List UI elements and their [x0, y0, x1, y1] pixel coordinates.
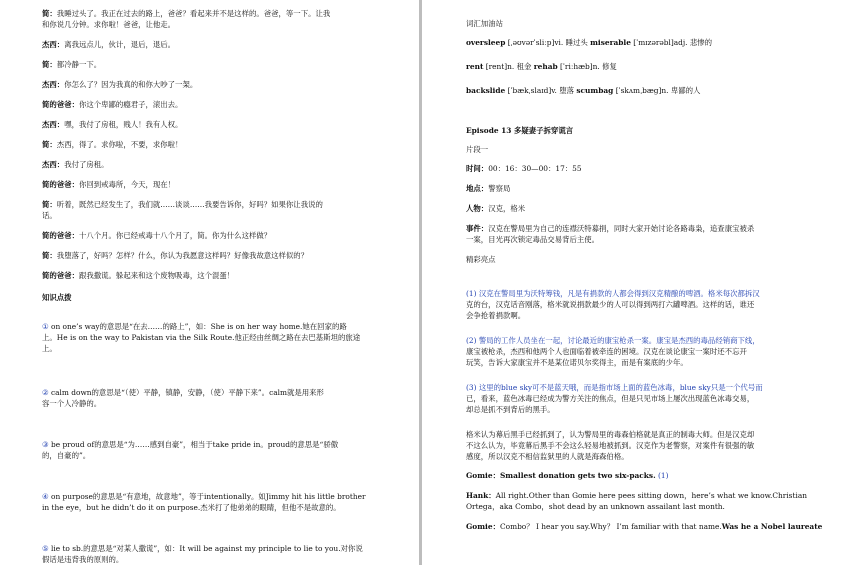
gomie-text: Combo？ I hear you say.Why？ I’m familiar with that name.: [499, 522, 722, 531]
people-label: 人物：: [466, 204, 489, 213]
hank-line: [466, 490, 822, 501]
dialogue-text: 你怎么了？因为我真的和你大吵了一架。: [64, 80, 198, 89]
hank-text: All right.Other than Gomie here pees sitting down，here’s what we know.Christian: [495, 491, 807, 500]
point-number: ④: [42, 492, 49, 501]
gomie-line: [466, 470, 822, 481]
vocab-definition: [rent]n. 租金: [483, 62, 534, 71]
speaker: 杰西：: [42, 120, 65, 129]
point-text: in the eye，but he didn’t do it on purpose.杰米打了他弟弟的眼睛，但他不是故意的。: [42, 503, 341, 512]
speaker: 简：: [42, 9, 57, 18]
dialogue-line: [42, 230, 405, 241]
speaker: 简的爸爸：: [42, 271, 79, 280]
place-line: [466, 183, 822, 194]
analysis-line: 感度，所以汉克不相信监狱里的人就是海森伯格。: [466, 452, 629, 461]
point-text: on one’s way的意思是“在去……的路上”，如：She is on her way home.她在回家的路: [51, 322, 347, 331]
point-text: 假话是违背我的原则的。: [42, 555, 124, 564]
event-label: 事件：: [466, 224, 489, 233]
speaker: 杰西：: [42, 80, 65, 89]
dialogue-text: 你这个卑鄙的瘾君子，滚出去。: [78, 100, 183, 109]
vocab-heading: 词汇加油站: [466, 19, 503, 28]
vocab-line: [466, 61, 822, 72]
highlight-line: (3) 这里的blue sky可不是蓝天哦，而是指市场上面的蓝色冰毒，blue sky只是一个代号而: [466, 383, 763, 392]
dialogue-text: 都冷静一下。: [56, 60, 102, 69]
people-value: 汉克，格米: [488, 204, 526, 213]
dialogue-line: [42, 79, 405, 90]
knowledge-point-line: [42, 332, 405, 343]
place-label: 地点：: [466, 184, 489, 193]
highlight-line: 会争抢着捐款啊。: [466, 311, 526, 320]
highlight-line: (2) 警局的工作人员坐在一起，讨论最近的康宝枪杀一案。康宝是杰西的毒品经销商下线，: [466, 336, 760, 345]
highlight-line: (1) 汉克在警局里为沃特筹钱，凡是有捐款的人都会得到汉克精酿的啤酒。格米每次都拆汉: [466, 289, 760, 298]
dialogue-text: 你回到戒毒所，今天，现在！: [78, 180, 176, 189]
dialogue-text: 嘿，我付了房租，贱人！我有人权。: [64, 120, 183, 129]
footnote-marker: (1): [658, 471, 669, 480]
time-label: 时间：: [466, 164, 489, 173]
knowledge-point-line: [42, 398, 405, 409]
speaker: 简：: [42, 140, 57, 149]
dialogue-line: [42, 99, 405, 110]
speaker: 简：: [42, 60, 57, 69]
vocab-word: backslide: [466, 86, 506, 95]
knowledge-point-line: [42, 491, 405, 502]
dialogue-text: 十八个月。你已经戒毒十八个月了，简。你为什么这样做？: [78, 231, 272, 240]
speaker: 简：: [42, 251, 57, 260]
point-number: ①: [42, 322, 49, 331]
analysis-line: 不这么认为，毕竟幕后黑手不会这么轻易地被抓到。汉克作为老警察，对案件有很强的敏: [466, 441, 755, 450]
point-number: ②: [42, 388, 49, 397]
point-text: calm down的意思是“（使）平静，镇静，安静，（使）平静下来”。calm就是用来形: [51, 388, 324, 397]
vocab-definition: [ˈskʌmˌbæg]n. 卑鄙的人: [613, 86, 701, 95]
point-text: 上。He is on the way to Pakistan via the Silk Route.他正经由丝绸之路在去巴基斯坦的旅途: [42, 333, 361, 342]
highlight-line: 却总是抓不到背后的黑手。: [466, 405, 555, 414]
dialogue-text: 离我远点儿，伙计，退后，退后。: [64, 40, 176, 49]
dialogue-text: 和你说几分钟。求你啦！爸爸，让他走。: [42, 20, 176, 29]
event-text: 汉克在警局里为自己的连襟沃特募捐，同时大家开始讨论各路毒枭，追查康宝被杀: [488, 224, 755, 233]
dialogue-text: 我付了房租。: [64, 160, 109, 169]
point-number: ⑤: [42, 544, 49, 553]
point-text: 容一个人冷静的。: [42, 399, 102, 408]
place-value: 警察局: [488, 184, 511, 193]
knowledge-point: [42, 543, 405, 565]
dialogue-line: [42, 199, 405, 210]
hank-line: [466, 501, 822, 512]
vocab-line: [466, 85, 822, 96]
speaker: 简的爸爸：: [42, 231, 79, 240]
dialogue-line: [42, 210, 405, 221]
hank-text: Ortega，aka Combo，shot dead by an unknown assailant last month.: [466, 502, 725, 511]
vocab-word: rent: [466, 62, 484, 71]
dialogue-line: [42, 59, 405, 70]
event-line: [466, 223, 822, 234]
point-text: be proud of的意思是“为……感到自豪”，相当于take pride in。proud的意思是“骄傲: [51, 440, 339, 449]
time-value: 00：16：30—00：17：55: [488, 164, 582, 173]
knowledge-point: [42, 439, 405, 461]
speaker: 杰西：: [42, 40, 65, 49]
point-text: 的，自豪的”。: [42, 451, 91, 460]
right-page: [422, 0, 842, 565]
vocab-definition: [ˈmɪzərəbl]adj. 悲惨的: [630, 38, 713, 47]
highlights-heading: 精彩亮点: [466, 255, 496, 264]
event-text: 一案，目光再次锁定毒品交易背后主使。: [466, 235, 600, 244]
gomie-bold-text: Was he a Nobel laureate: [721, 522, 823, 531]
knowledge-point-line: [42, 543, 405, 554]
speaker: 简的爸爸：: [42, 100, 79, 109]
vocab-word: rehab: [533, 62, 558, 71]
vocab-line: [466, 37, 822, 48]
point-number: ③: [42, 440, 49, 449]
dialogue-line: [42, 119, 405, 130]
time-line: [466, 163, 822, 174]
dialogue-text: 我睡过头了。我正在过去的路上，爸爸？看起来并不是这样的。爸爸，等一下。让我: [56, 9, 331, 18]
knowledge-point-line: [42, 450, 405, 461]
people-line: [466, 203, 822, 214]
speaker-gomie: Gomie：: [466, 471, 500, 480]
vocab-word: oversleep: [466, 38, 506, 47]
highlight-line: 康宝被枪杀，杰西和他两个人也面临着被牵连的困境。汉克在谈论康宝一案时还不忘开: [466, 347, 747, 356]
knowledge-point-line: [42, 554, 405, 565]
point-text: on purpose的意思是“有意地，故意地”，等于intentionally。如Jimmy hit his little brother: [51, 492, 366, 501]
knowledge-point-line: [42, 439, 405, 450]
dialogue-text: 跟我撒谎。躲起来和这个废物吸毒，这个混蛋！: [78, 271, 235, 280]
vocab-definition: [ˈbækˌslaɪd]v. 堕落: [505, 86, 577, 95]
analysis-line: 格米认为幕后黑手已经抓到了，认为警局里的毒森伯格就是真正的制毒大师。但是汉克却: [466, 430, 755, 439]
dialogue-line: [42, 159, 405, 170]
vocab-word: miserable: [590, 38, 631, 47]
point-text: 上。: [42, 344, 57, 353]
vocab-word: scumbag: [576, 86, 614, 95]
dialogue-line: [42, 179, 405, 190]
vocab-definition: [ˈriːhæb]n. 修复: [557, 62, 617, 71]
knowledge-point-line: [42, 387, 405, 398]
knowledge-point-line: [42, 343, 405, 354]
dialogue-line: [42, 250, 405, 261]
knowledge-point-line: [42, 502, 405, 513]
gomie-line: [466, 521, 822, 532]
event-line: [466, 234, 822, 245]
dialogue-line: [42, 39, 405, 50]
speaker: 杰西：: [42, 160, 65, 169]
dialogue-text: 杰西，得了。求你啦，不要，求你啦！: [56, 140, 183, 149]
dialogue-text: 我堕落了，好吗？怎样？什么，你认为我愿意这样吗？好像我故意这样似的？: [56, 251, 309, 260]
dialogue-text: 听着，既然已经发生了，我们就……谈谈……我要告诉你，好吗？如果你让我说的: [56, 200, 323, 209]
segment-label: 片段一: [466, 145, 489, 154]
episode-title: Episode 13 多疑妻子拆穿谎言: [466, 126, 574, 135]
dialogue-line: [42, 270, 405, 281]
speaker-gomie: Gomie：: [466, 522, 500, 531]
speaker: 简：: [42, 200, 57, 209]
dialogue-line: [42, 19, 405, 30]
highlight-line: 已，看来，蓝色冰毒已经成为警方关注的焦点，但是只见市场上屡次出现蓝色冰毒交易，: [466, 394, 755, 403]
speaker-hank: Hank：: [466, 491, 496, 500]
knowledge-point: [42, 491, 405, 513]
highlight-line: 克的台，汉克话音刚落，格米就说捐款最少的人可以得到两打六罐啤酒。这样的话，谁还: [466, 300, 755, 309]
speaker: 简的爸爸：: [42, 180, 79, 189]
knowledge-point-line: [42, 321, 405, 332]
knowledge-point: [42, 387, 405, 409]
point-text: lie to sb.的意思是“对某人撒谎”，如：It will be against my principle to lie to you.对你说: [51, 544, 363, 553]
highlight-line: 玩笑，告诉大家康宝并不是某位诺贝尔奖得主，而是有案底的少年。: [466, 358, 688, 367]
knowledge-point: [42, 321, 405, 354]
knowledge-heading: 知识点拨: [42, 293, 72, 302]
vocab-definition: [ˌəʊvərˈsliːp]vi. 睡过头: [505, 38, 591, 47]
gomie-text: Smallest donation gets two six-packs.: [499, 471, 656, 480]
dialogue-line: [42, 8, 405, 19]
dialogue-text: 话。: [42, 211, 57, 220]
dialogue-line: [42, 139, 405, 150]
left-page: [0, 0, 419, 565]
